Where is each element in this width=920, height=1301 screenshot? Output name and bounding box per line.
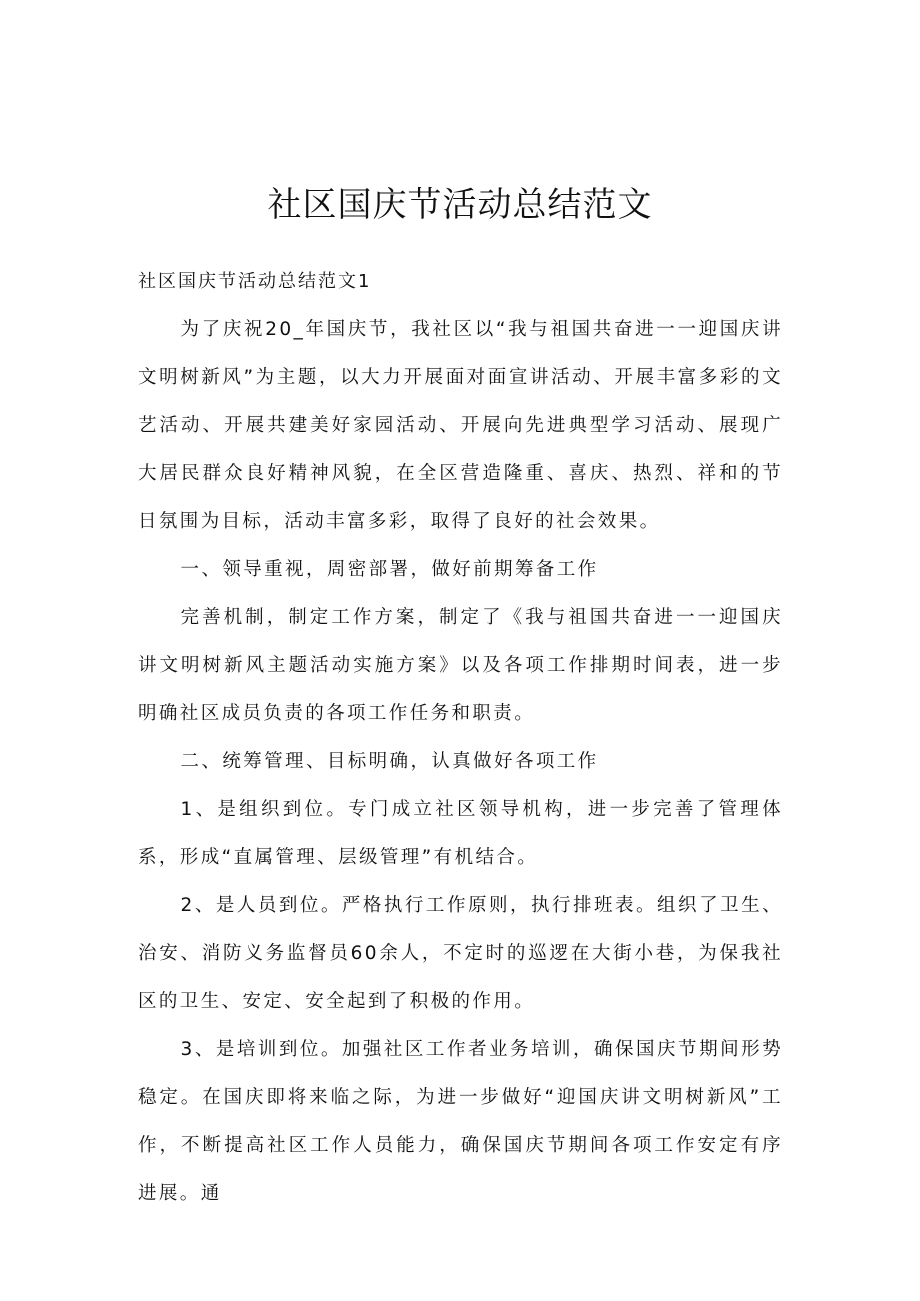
section-1-paragraph: 完善机制，制定工作方案，制定了《我与祖国共奋进一一迎国庆讲文明树新风主题活动实施方案》以及各项工作排期时间表，进一步明确社区成员负责的各项工作任务和职责。 (138, 607, 783, 724)
section-heading-1: 一、领导重视，周密部署，做好前期筹备工作 (180, 559, 599, 580)
list-item-2: 2、是人员到位。严格执行工作原则，执行排班表。组织了卫生、治安、消防义务监督员60余人，不定时的巡逻在大街小巷，为保我社区的卫生、安定、安全起到了积极的作用。 (138, 895, 783, 1012)
document-body (138, 258, 783, 1218)
list-item-3: 3、是培训到位。加强社区工作者业务培训，确保国庆节期间形势稳定。在国庆即将来临之际，为进一步做好“迎国庆讲文明树新风”工作，不断提高社区工作人员能力，确保国庆节期间各项工作安定有序进展。通 (138, 1039, 783, 1204)
section-heading-2: 二、统筹管理、目标明确，认真做好各项工作 (180, 751, 599, 772)
document-subtitle: 社区国庆节活动总结范文1 (138, 271, 372, 292)
document-title: 社区国庆节活动总结范文 (267, 184, 653, 225)
list-item-1: 1、是组织到位。专门成立社区领导机构，进一步完善了管理体系，形成“直属管理、层级管理”有机结合。 (138, 799, 783, 868)
intro-paragraph: 为了庆祝20_年国庆节，我社区以“我与祖国共奋进一一迎国庆讲文明树新风”为主题，以大力开展面对面宣讲活动、开展丰富多彩的文艺活动、开展共建美好家园活动、开展向先进典型学习活动、展现广大居民群众良好精神风貌，在全区营造隆重、喜庆、热烈、祥和的节日氛围为目标，活动丰富多彩，取得了良好的社会效果。 (138, 319, 783, 532)
